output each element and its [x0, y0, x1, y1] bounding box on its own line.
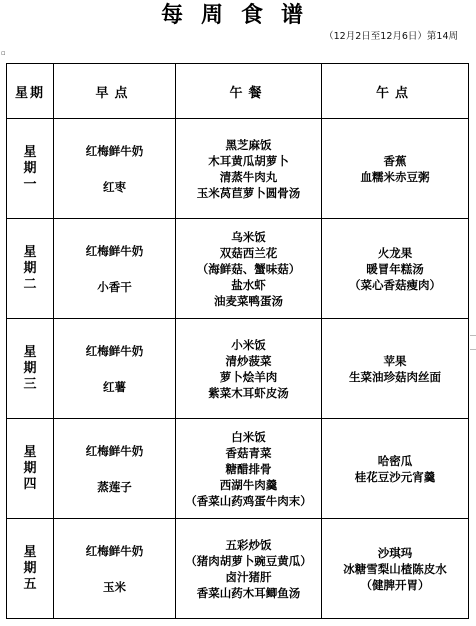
snack-line: 冰糖雪梨山楂陈皮水: [343, 561, 447, 576]
day-cell: [7, 519, 54, 619]
breakfast-cell: [54, 319, 176, 419]
breakfast-line: 红梅鲜牛奶: [85, 343, 144, 358]
lunch-cell: [176, 519, 322, 619]
lunch-cell: [176, 219, 322, 319]
day-cell: [7, 219, 54, 319]
snack-line: 血糯米赤豆粥: [360, 169, 430, 184]
breakfast-cell: [54, 419, 176, 519]
lunch-line: 香菜山药木耳鲫鱼汤: [196, 585, 301, 600]
menu-row: [7, 419, 469, 519]
day-line: 三: [23, 376, 37, 392]
lunch-line: 乌米饭: [231, 229, 266, 244]
breakfast-line: 红薯: [103, 379, 126, 394]
header-snack: 午点: [322, 64, 469, 119]
menu-row: [7, 319, 469, 419]
breakfast-line: 蒸莲子: [97, 479, 132, 494]
snack-cell: [322, 119, 469, 219]
day-cell: [7, 319, 54, 419]
breakfast-line: 红枣: [103, 179, 126, 194]
lunch-line: 西湖牛肉羹: [219, 477, 278, 492]
lunch-line: 清炒菠菜: [225, 353, 272, 368]
header-day: 星期: [7, 64, 54, 119]
lunch-line: 盐水虾: [231, 277, 266, 292]
lunch-cell: [176, 419, 322, 519]
lunch-cell: [176, 119, 322, 219]
breakfast-line: 玉米: [103, 579, 126, 594]
snack-line: 苹果: [383, 353, 407, 368]
day-line: 二: [23, 276, 37, 292]
breakfast-cell: [54, 119, 176, 219]
lunch-line: 萝卜烩羊肉: [219, 369, 278, 384]
lunch-line: （香菜山药鸡蛋牛肉末）: [185, 493, 312, 508]
lunch-cell: [176, 319, 322, 419]
header-lunch: 午餐: [176, 64, 322, 119]
breakfast-line: 小香干: [97, 279, 132, 294]
day-line: 一: [23, 176, 37, 192]
snack-line: 桂花豆沙元宵羹: [354, 469, 436, 484]
menu-row: [7, 219, 469, 319]
snack-line: 暖冒年糕汤: [366, 261, 424, 276]
lunch-line: 小米饭: [231, 337, 266, 352]
day-line: 星: [23, 544, 37, 560]
lunch-line: 卤汁猪肝: [225, 569, 272, 584]
lunch-line: 油麦菜鸭蛋汤: [214, 293, 283, 308]
snack-line: 哈密瓜: [377, 453, 413, 468]
snack-cell: [322, 319, 469, 419]
day-line: 五: [23, 576, 37, 592]
day-line: 期: [23, 360, 37, 376]
lunch-line: 玉米莴苣萝卜圆骨汤: [196, 185, 301, 200]
day-line: 期: [23, 560, 37, 576]
lunch-line: 白米饭: [231, 429, 266, 444]
day-line: 星: [23, 244, 37, 260]
day-cell: [7, 419, 54, 519]
corner-mark: ▫: [1, 49, 6, 57]
menu-body: [7, 119, 469, 619]
menu-row: [7, 519, 469, 619]
lunch-line: （海鲜菇、蟹味菇）: [196, 261, 301, 276]
page-title: 每周食谱: [160, 2, 321, 28]
snack-line: （菜心香菇瘦肉）: [349, 277, 441, 292]
snack-line: 生菜油珍菇肉丝面: [349, 369, 441, 384]
snack-line: 火龙果: [377, 245, 413, 260]
breakfast-line: 红梅鲜牛奶: [85, 543, 144, 558]
snack-cell: [322, 519, 469, 619]
lunch-line: （猪肉胡萝卜豌豆黄瓜）: [185, 553, 312, 568]
day-line: 四: [23, 476, 37, 492]
lunch-line: 黑芝麻饭: [225, 137, 272, 152]
day-line: 期: [23, 260, 37, 276]
lunch-line: 五彩炒饭: [225, 537, 272, 552]
day-line: 星: [23, 344, 37, 360]
page-edge-mark: [470, 349, 476, 356]
breakfast-line: 红梅鲜牛奶: [85, 143, 144, 158]
breakfast-line: 红梅鲜牛奶: [85, 443, 144, 458]
breakfast-line: 红梅鲜牛奶: [85, 243, 144, 258]
snack-line: 沙琪玛: [377, 545, 413, 560]
breakfast-cell: [54, 219, 176, 319]
page-edge-mark: [470, 335, 476, 342]
snack-cell: [322, 219, 469, 319]
day-line: 星: [23, 444, 37, 460]
day-line: 期: [23, 160, 37, 176]
lunch-line: 木耳黄瓜胡萝卜: [208, 153, 289, 168]
lunch-line: 双菇西兰花: [219, 245, 278, 260]
menu-row: [7, 119, 469, 219]
weekly-menu-table: [6, 63, 469, 619]
date-range-subtitle: （12月2日至12月6日）第14周: [324, 31, 458, 42]
lunch-line: 清蒸牛肉丸: [219, 169, 278, 184]
day-line: 期: [23, 460, 37, 476]
day-cell: [7, 119, 54, 219]
day-line: 星: [23, 144, 37, 160]
breakfast-cell: [54, 519, 176, 619]
snack-cell: [322, 419, 469, 519]
lunch-line: 香菇青菜: [225, 445, 272, 460]
snack-line: （健脾开胃）: [360, 577, 430, 592]
lunch-line: 紫菜木耳虾皮汤: [208, 385, 289, 400]
snack-line: 香蕉: [383, 153, 407, 168]
header-breakfast: 早点: [54, 64, 176, 119]
header-row: [7, 64, 469, 119]
lunch-line: 糖醋排骨: [225, 461, 272, 476]
